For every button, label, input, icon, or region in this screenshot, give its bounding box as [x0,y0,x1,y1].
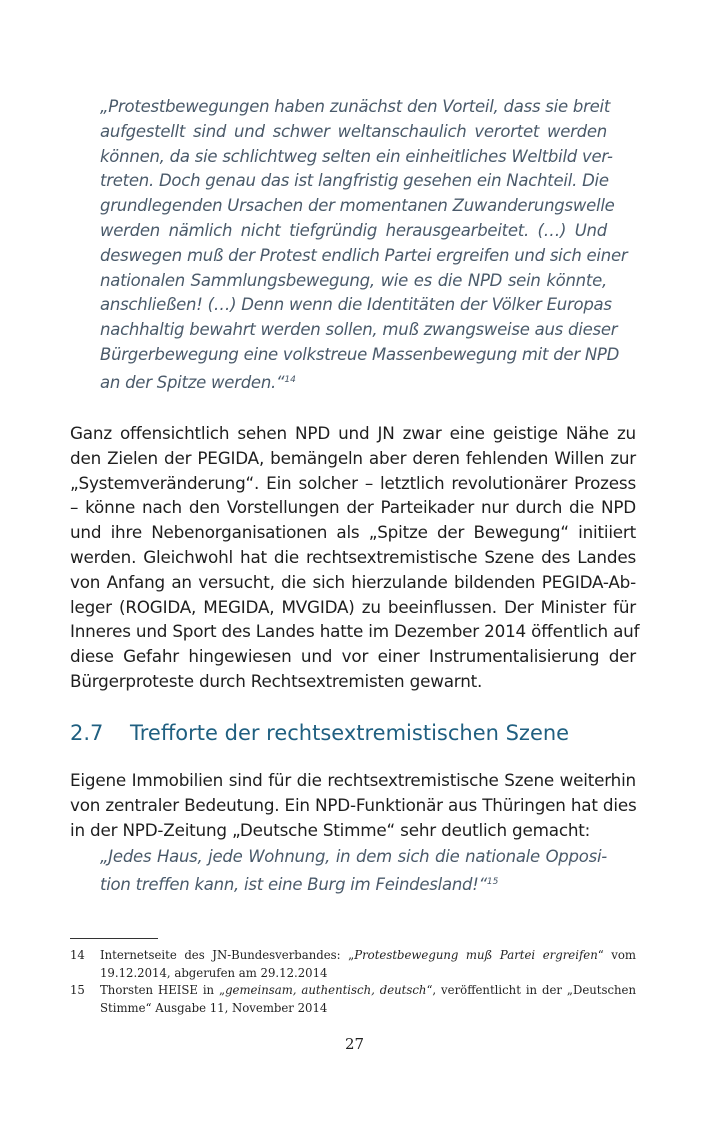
quote-line-last [100,368,607,396]
footnote-15 [70,982,636,1017]
page-number: 27 [344,1035,365,1053]
paragraph-line: Ganz offensichtlich sehen NPD und JN zwar eine geistige Nähe zu [70,423,636,443]
footnote-prefix: Thorsten HEISE in „ [100,983,226,997]
quote-line: nachhaltig bewahrt werden sollen, muß zwangsweise aus dieser [100,320,618,340]
footnote-prefix: Internetseite des JN-Bundesverbandes: „ [100,948,355,962]
section-title: Trefforte der rechtsextremistischen Szene [130,721,570,745]
quote-text: an der Spitze werden.“ [100,372,285,392]
quote-line: grundlegenden Ursachen der momentanen Zuwanderungswelle [100,196,615,216]
footnote-text [100,947,636,982]
footnote-line: Stimme“ Ausgabe 11, November 2014 [100,1000,328,1015]
footnotes [70,947,636,1017]
paragraph-line: „Systemveränderung“. Ein solcher – letztlich revolutionärer Prozess [70,472,636,493]
paragraph-line: werden. Gleichwohl hat die rechtsextremistische Szene des Landes [70,546,636,567]
footnote-14 [70,947,636,982]
body-paragraph-1 [70,421,640,694]
quote-text: tion treffen kann, ist eine Burg im Feindesland!“ [100,874,487,894]
quote-line-last [100,870,607,898]
footnote-divider [70,938,158,939]
footnote-title: Protestbewegung muß Partei ergreifen [354,948,598,962]
section-number: 2.7 [70,721,104,745]
quote-line: nationalen Sammlungsbewegung, wie es die NPD sein könnte, [100,270,607,290]
paragraph-line: und ihre Nebenorganisationen als „Spitze der Bewegung“ initiiert [70,522,636,543]
paragraph-line: in der NPD-Zeitung „Deutsche Stimme“ sehr deutlich gemacht: [70,819,591,840]
footnote-number: 14 [70,948,85,962]
section-heading [70,718,636,748]
footnote-text [100,982,636,1017]
quote-line: „Jedes Haus, jede Wohnung, in dem sich die nationale Opposi- [100,847,607,866]
footnote-line [100,982,636,1000]
quote-line: deswegen muß der Protest endlich Partei ergreifen und sich einer [100,245,628,265]
quote-line: treten. Doch genau das ist langfristig gesehen ein Nachteil. Die [100,171,609,191]
quote-line: Bürgerbewegung eine volkstreue Massenbewegung mit der NPD [100,344,620,364]
footnote-line [100,947,636,965]
footnote-reference-15[interactable]: 15 [486,876,499,887]
body-paragraph-2 [70,768,636,842]
paragraph-line: Eigene Immobilien sind für die rechtsextremistische Szene weiterhin [70,770,636,790]
quote-line: können, da sie schlichtweg selten ein einheitliches Weltbild ver- [100,146,613,166]
quote-line: aufgestellt sind und schwer weltanschaulich verortet werden [100,121,607,141]
block-quote-2 [100,845,607,898]
footnote-suffix: “ vom [597,948,636,962]
paragraph-line: von Anfang an versucht, die sich hierzulande bildenden PEGIDA-Ab- [70,571,636,592]
paragraph-line: diese Gefahr hingewiesen und vor einer Instrumentalisierung der [70,646,636,667]
quote-line: „Protestbewegungen haben zunächst den Vorteil, dass sie breit [100,97,611,116]
paragraph-line: Inneres und Sport des Landes hatte im Dezember 2014 öffentlich auf [70,621,640,642]
footnote-reference-14[interactable]: 14 [284,374,296,385]
footnote-suffix: “, veröffentlicht in der „Deutschen [426,983,636,997]
paragraph-line: Bürgerproteste durch Rechtsextremisten gewarnt. [70,670,483,691]
quote-line: werden nämlich nicht tiefgründig herausgearbeitet. (…) Und [100,220,607,240]
footnote-title: gemeinsam, authentisch, deutsch [225,983,427,997]
block-quote-1 [100,95,628,396]
footnote-line: 19.12.2014, abgerufen am 29.12.2014 [100,965,328,980]
paragraph-line: von zentraler Bedeutung. Ein NPD-Funktionär aus Thüringen hat dies [70,794,637,815]
footnote-number: 15 [70,983,85,997]
paragraph-line: – könne nach den Vorstellungen der Parteikader nur durch die NPD [70,497,636,518]
quote-line: anschließen! (…) Denn wenn die Identitäten der Völker Europas [100,295,612,315]
paragraph-line: den Zielen der PEGIDA, bemängeln aber deren fehlenden Willen zur [70,447,636,468]
paragraph-line: leger (ROGIDA, MEGIDA, MVGIDA) zu beeinflussen. Der Minister für [70,596,636,617]
